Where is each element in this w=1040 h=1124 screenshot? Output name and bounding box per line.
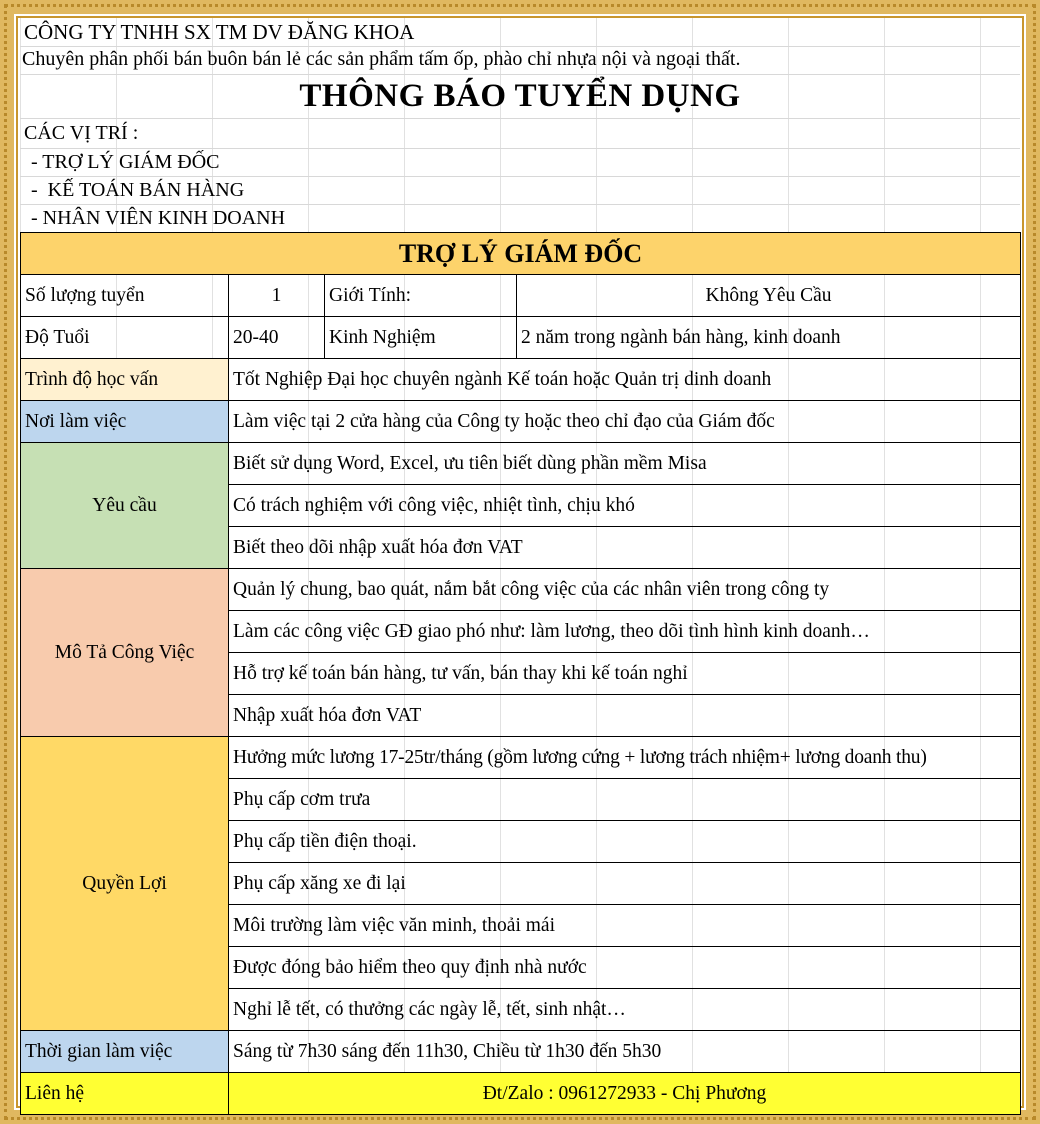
contact-value[interactable]: Đt/Zalo : 0961272933 - Chị Phương <box>229 1073 1021 1115</box>
benefit-item: Hưởng mức lương 17-25tr/tháng (gồm lương cứng + lương trách nhiệm+ lương doanh thu) <box>229 737 1021 779</box>
recruitment-notice <box>20 18 1020 1106</box>
company-name: CÔNG TY TNHH SX TM DV ĐĂNG KHOA <box>24 20 415 44</box>
description-item: Quản lý chung, bao quát, nắm bắt công việc của các nhân viên trong công ty <box>229 569 1021 611</box>
workplace-value: Làm việc tại 2 cửa hàng của Công ty hoặc theo chỉ đạo của Giám đốc <box>229 401 1021 443</box>
workplace-label: Nơi làm việc <box>21 401 229 443</box>
benefit-item: Nghỉ lễ tết, có thưởng các ngày lễ, tết, sinh nhật… <box>229 989 1021 1031</box>
gender-value: Không Yêu Cầu <box>517 275 1021 317</box>
experience-label: Kinh Nghiệm <box>325 317 517 359</box>
experience-value: 2 năm trong ngành bán hàng, kinh doanh <box>517 317 1021 359</box>
work-time-label: Thời gian làm việc <box>21 1031 229 1073</box>
benefit-item: Môi trường làm việc văn minh, thoải mái <box>229 905 1021 947</box>
contact-label: Liên hệ <box>21 1073 229 1115</box>
positions-label: CÁC VỊ TRÍ : <box>24 122 139 144</box>
position-item: - TRỢ LÝ GIÁM ĐỐC <box>26 151 220 173</box>
section-title: TRỢ LÝ GIÁM ĐỐC <box>21 233 1021 275</box>
description-item: Nhập xuất hóa đơn VAT <box>229 695 1021 737</box>
requirement-item: Biết sử dụng Word, Excel, ưu tiên biết dùng phần mềm Misa <box>229 443 1021 485</box>
page-title: THÔNG BÁO TUYỂN DỤNG <box>299 78 741 114</box>
age-label: Độ Tuổi <box>21 317 229 359</box>
description-item: Hỗ trợ kế toán bán hàng, tư vấn, bán thay khi kế toán nghỉ <box>229 653 1021 695</box>
gender-label: Giới Tính: <box>325 275 517 317</box>
age-value: 20-40 <box>229 317 325 359</box>
description-item: Làm các công việc GĐ giao phó như: làm lương, theo dõi tình hình kinh doanh… <box>229 611 1021 653</box>
requirements-label: Yêu cầu <box>21 443 229 569</box>
quantity-value: 1 <box>229 275 325 317</box>
requirement-item: Biết theo dõi nhập xuất hóa đơn VAT <box>229 527 1021 569</box>
work-time-value: Sáng từ 7h30 sáng đến 11h30, Chiều từ 1h30 đến 5h30 <box>229 1031 1021 1073</box>
benefit-item: Phụ cấp tiền điện thoại. <box>229 821 1021 863</box>
benefits-label: Quyền Lợi <box>21 737 229 1031</box>
education-label: Trình độ học vấn <box>21 359 229 401</box>
benefit-item: Phụ cấp xăng xe đi lại <box>229 863 1021 905</box>
description-label: Mô Tả Công Việc <box>21 569 229 737</box>
job-details-table <box>20 232 1021 1115</box>
quantity-label: Số lượng tuyển <box>21 275 229 317</box>
requirement-item: Có trách nghiệm với công việc, nhiệt tình, chịu khó <box>229 485 1021 527</box>
company-tagline: Chuyên phân phối bán buôn bán lẻ các sản phẩm tấm ốp, phào chỉ nhựa nội và ngoại thất. <box>22 48 741 70</box>
position-item: - KẾ TOÁN BÁN HÀNG <box>26 179 245 201</box>
benefit-item: Được đóng bảo hiểm theo quy định nhà nước <box>229 947 1021 989</box>
benefit-item: Phụ cấp cơm trưa <box>229 779 1021 821</box>
education-value: Tốt Nghiệp Đại học chuyên ngành Kế toán hoặc Quản trị dinh doanh <box>229 359 1021 401</box>
position-item: - NHÂN VIÊN KINH DOANH <box>26 207 286 229</box>
